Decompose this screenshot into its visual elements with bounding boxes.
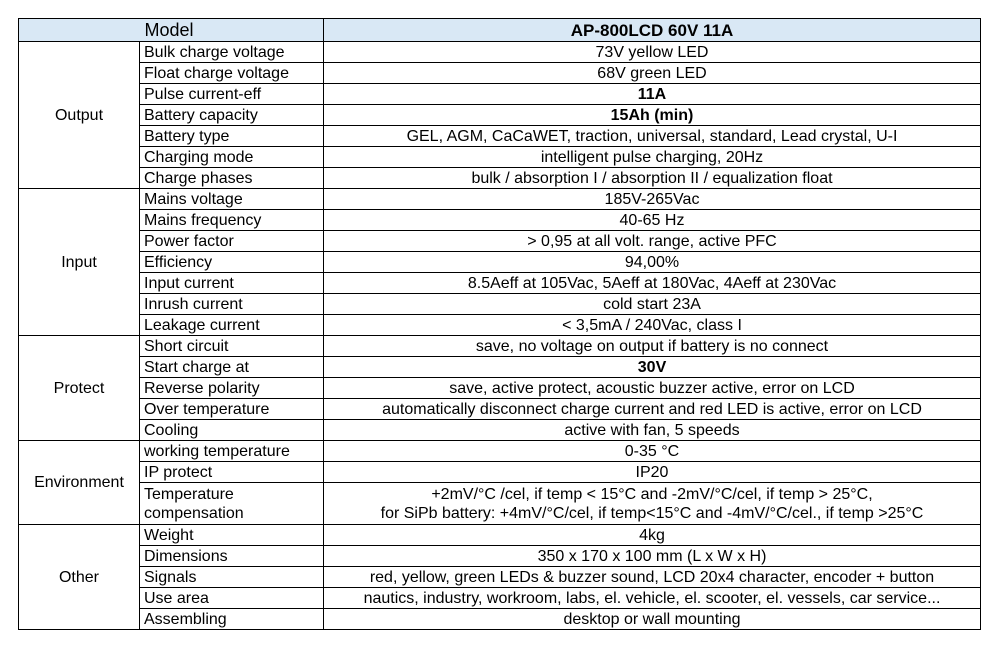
param-line: compensation [144, 504, 244, 522]
group-label: Output [19, 42, 140, 189]
value-cell [324, 483, 981, 525]
param-cell: Charge phases [140, 168, 324, 189]
value-cell: 73V yellow LED [324, 42, 981, 63]
value-cell: save, no voltage on output if battery is no connect [324, 336, 981, 357]
param-cell: Leakage current [140, 315, 324, 336]
param-cell: Float charge voltage [140, 63, 324, 84]
value-cell: 8.5Aeff at 105Vac, 5Aeff at 180Vac, 4Aeff at 230Vac [324, 273, 981, 294]
table-row [19, 399, 981, 420]
value-cell: 30V [324, 357, 981, 378]
param-cell: Cooling [140, 420, 324, 441]
group-label: Protect [19, 336, 140, 441]
table-row [19, 273, 981, 294]
value-cell: 350 x 170 x 100 mm (L x W x H) [324, 546, 981, 567]
param-cell: Pulse current-eff [140, 84, 324, 105]
value-cell: < 3,5mA / 240Vac, class I [324, 315, 981, 336]
table-row [19, 294, 981, 315]
table-row [19, 231, 981, 252]
param-cell: Short circuit [140, 336, 324, 357]
param-cell: Efficiency [140, 252, 324, 273]
param-cell: IP protect [140, 462, 324, 483]
value-cell: 11A [324, 84, 981, 105]
value-cell: 0-35 °C [324, 441, 981, 462]
param-line: Temperature [144, 485, 234, 503]
value-cell: nautics, industry, workroom, labs, el. vehicle, el. scooter, el. vessels, car service... [324, 588, 981, 609]
table-row [19, 189, 981, 210]
table-row [19, 315, 981, 336]
table-row [19, 462, 981, 483]
value-cell: cold start 23A [324, 294, 981, 315]
param-cell: Weight [140, 525, 324, 546]
value-cell: 185V-265Vac [324, 189, 981, 210]
table-row [19, 84, 981, 105]
param-cell: Input current [140, 273, 324, 294]
model-value: AP-800LCD 60V 11A [324, 19, 981, 42]
table-row [19, 252, 981, 273]
value-cell: 94,00% [324, 252, 981, 273]
table-row [19, 420, 981, 441]
param-cell: Bulk charge voltage [140, 42, 324, 63]
table-row [19, 546, 981, 567]
value-cell: 4kg [324, 525, 981, 546]
table-row [19, 126, 981, 147]
spec-body [19, 42, 981, 630]
table-row [19, 525, 981, 546]
param-cell: Mains voltage [140, 189, 324, 210]
value-cell: save, active protect, acoustic buzzer active, error on LCD [324, 378, 981, 399]
table-row [19, 168, 981, 189]
value-cell: GEL, AGM, CaCaWET, traction, universal, standard, Lead crystal, U-I [324, 126, 981, 147]
group-label: Other [19, 525, 140, 630]
value-cell: intelligent pulse charging, 20Hz [324, 147, 981, 168]
value-cell: bulk / absorption I / absorption II / equalization float [324, 168, 981, 189]
param-cell: Dimensions [140, 546, 324, 567]
table-row [19, 336, 981, 357]
table-row [19, 588, 981, 609]
param-cell: Signals [140, 567, 324, 588]
value-cell: red, yellow, green LEDs & buzzer sound, LCD 20x4 character, encoder + button [324, 567, 981, 588]
table-row [19, 357, 981, 378]
table-row [19, 567, 981, 588]
value-cell: > 0,95 at all volt. range, active PFC [324, 231, 981, 252]
value-cell: desktop or wall mounting [324, 609, 981, 630]
param-cell: Mains frequency [140, 210, 324, 231]
value-cell: IP20 [324, 462, 981, 483]
param-cell: Power factor [140, 231, 324, 252]
param-cell: Use area [140, 588, 324, 609]
table-row [19, 63, 981, 84]
value-cell: active with fan, 5 speeds [324, 420, 981, 441]
value-cell: automatically disconnect charge current and red LED is active, error on LCD [324, 399, 981, 420]
value-cell: 40-65 Hz [324, 210, 981, 231]
table-row [19, 609, 981, 630]
value-line: +2mV/°C /cel, if temp < 15°C and -2mV/°C/cel, if temp > 25°C, [431, 485, 873, 503]
table-row [19, 378, 981, 399]
param-cell: Inrush current [140, 294, 324, 315]
param-cell [140, 483, 324, 525]
param-cell: Assembling [140, 609, 324, 630]
value-cell: 68V green LED [324, 63, 981, 84]
table-row [19, 42, 981, 63]
param-cell: Battery capacity [140, 105, 324, 126]
table-row [19, 210, 981, 231]
param-cell: Battery type [140, 126, 324, 147]
model-label: Model [19, 19, 324, 42]
table-row [19, 483, 981, 525]
table-row [19, 147, 981, 168]
param-cell: working temperature [140, 441, 324, 462]
value-cell: 15Ah (min) [324, 105, 981, 126]
param-cell: Charging mode [140, 147, 324, 168]
table-row [19, 105, 981, 126]
value-line: for SiPb battery: +4mV/°C/cel, if temp<15°C and -4mV/°C/cel., if temp >25°C [380, 504, 924, 522]
group-label: Environment [19, 441, 140, 525]
param-cell: Start charge at [140, 357, 324, 378]
param-cell: Reverse polarity [140, 378, 324, 399]
header-row [19, 19, 981, 42]
table-row [19, 441, 981, 462]
spec-table [18, 18, 981, 630]
param-cell: Over temperature [140, 399, 324, 420]
group-label: Input [19, 189, 140, 336]
